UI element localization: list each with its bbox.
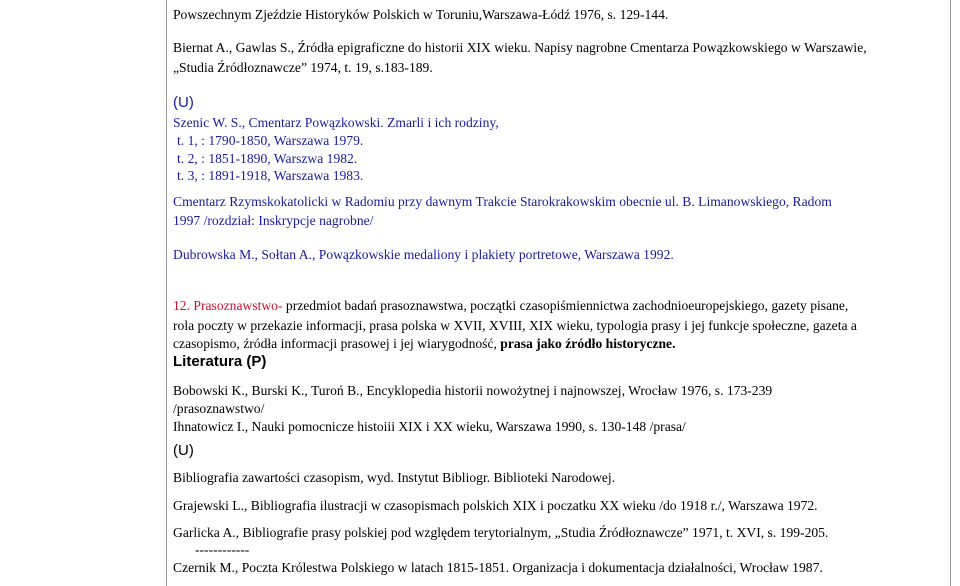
volume-line: t. 1, : 1790-1850, Warszawa 1979. <box>177 133 364 148</box>
bibliography-item: /prasoznawstwo/ <box>173 401 265 416</box>
section-marker-u: (U) <box>173 442 194 459</box>
section-12-line-3 <box>173 336 676 352</box>
separator-dashes: ------------ <box>195 542 250 557</box>
bibliography-item: Bibliografia zawartości czasopism, wyd. Instytut Bibliogr. Biblioteki Narodowej. <box>173 470 616 485</box>
section-12-line-2: rola poczty w przekazie informacji, prasa polska w XVII, XVIII, XIX wieku, typologia prasy i jej funkcje społeczne, gazeta a <box>173 318 857 333</box>
page-right-border <box>950 0 951 586</box>
reference-line: Powszechnym Zjeździe Historyków Polskich w Toruniu,Warszawa-Łódź 1976, s. 129-144. <box>173 7 669 22</box>
reference-line: Dubrowska M., Sołtan A., Powązkowskie medaliony i plakiety portretowe, Warszawa 1992. <box>173 247 674 262</box>
section-12-line-1 <box>173 298 848 314</box>
section-emphasis: prasa jako źródło historyczne. <box>500 336 676 351</box>
reference-line: Cmentarz Rzymskokatolicki w Radomiu przy dawnym Trakcie Starokrakowskim obecnie ul. B. Limanowskiego, Radom <box>173 194 832 209</box>
reference-line: Szenic W. S., Cmentarz Powązkowski. Zmarli i ich rodziny, <box>173 115 499 130</box>
bibliography-item: Garlicka A., Bibliografie prasy polskiej pod względem terytorialnym, „Studia Źródłoznawcze” 1971, t. XVI, s. 199-205. <box>173 525 829 540</box>
reference-line: „Studia Źródłoznawcze” 1974, t. 19, s.183-189. <box>173 60 433 75</box>
section-heading: Prasoznawstwo- <box>193 298 283 313</box>
bibliography-item: Ihnatowicz I., Nauki pomocnicze histoiii XIX i XX wieku, Warszawa 1990, s. 130-148 /prasa/ <box>173 419 686 434</box>
volume-line: t. 2, : 1851-1890, Warszwa 1982. <box>177 151 358 166</box>
bibliography-item: Czernik M., Poczta Królestwa Polskiego w latach 1815-1851. Organizacja i dokumentacja działalności, Wrocław 1987. <box>173 560 823 575</box>
literature-heading: Literatura (P) <box>173 353 267 370</box>
reference-line: Biernat A., Gawlas S., Źródła epigraficzne do historii XIX wieku. Napisy nagrobne Cmentarza Powązkowskiego w Warszawie, <box>173 40 867 55</box>
bibliography-item: Bobowski K., Burski K., Turoń B., Encyklopedia historii nowożytnej i najnowszej, Wrocław 1976, s. 173-239 <box>173 383 773 398</box>
section-text: przedmiot badań prasoznawstwa, początki czasopiśmiennictwa zachodnioeuropejskiego, gazety pisane, <box>282 298 849 313</box>
section-marker-u: (U) <box>173 94 194 111</box>
volume-line: t. 3, : 1891-1918, Warszawa 1983. <box>177 168 364 183</box>
section-number: 12. <box>173 298 190 313</box>
page-left-border <box>166 0 167 586</box>
bibliography-item: Grajewski L., Bibliografia ilustracji w czasopismach polskich XIX i poczatku XX wieku /do 1918 r./, Warszawa 1972. <box>173 498 818 513</box>
reference-line: 1997 /rozdział: Inskrypcje nagrobne/ <box>173 213 374 228</box>
section-text: czasopismo, źródła informacji prasowej i jej wiarygodność, <box>173 336 501 351</box>
